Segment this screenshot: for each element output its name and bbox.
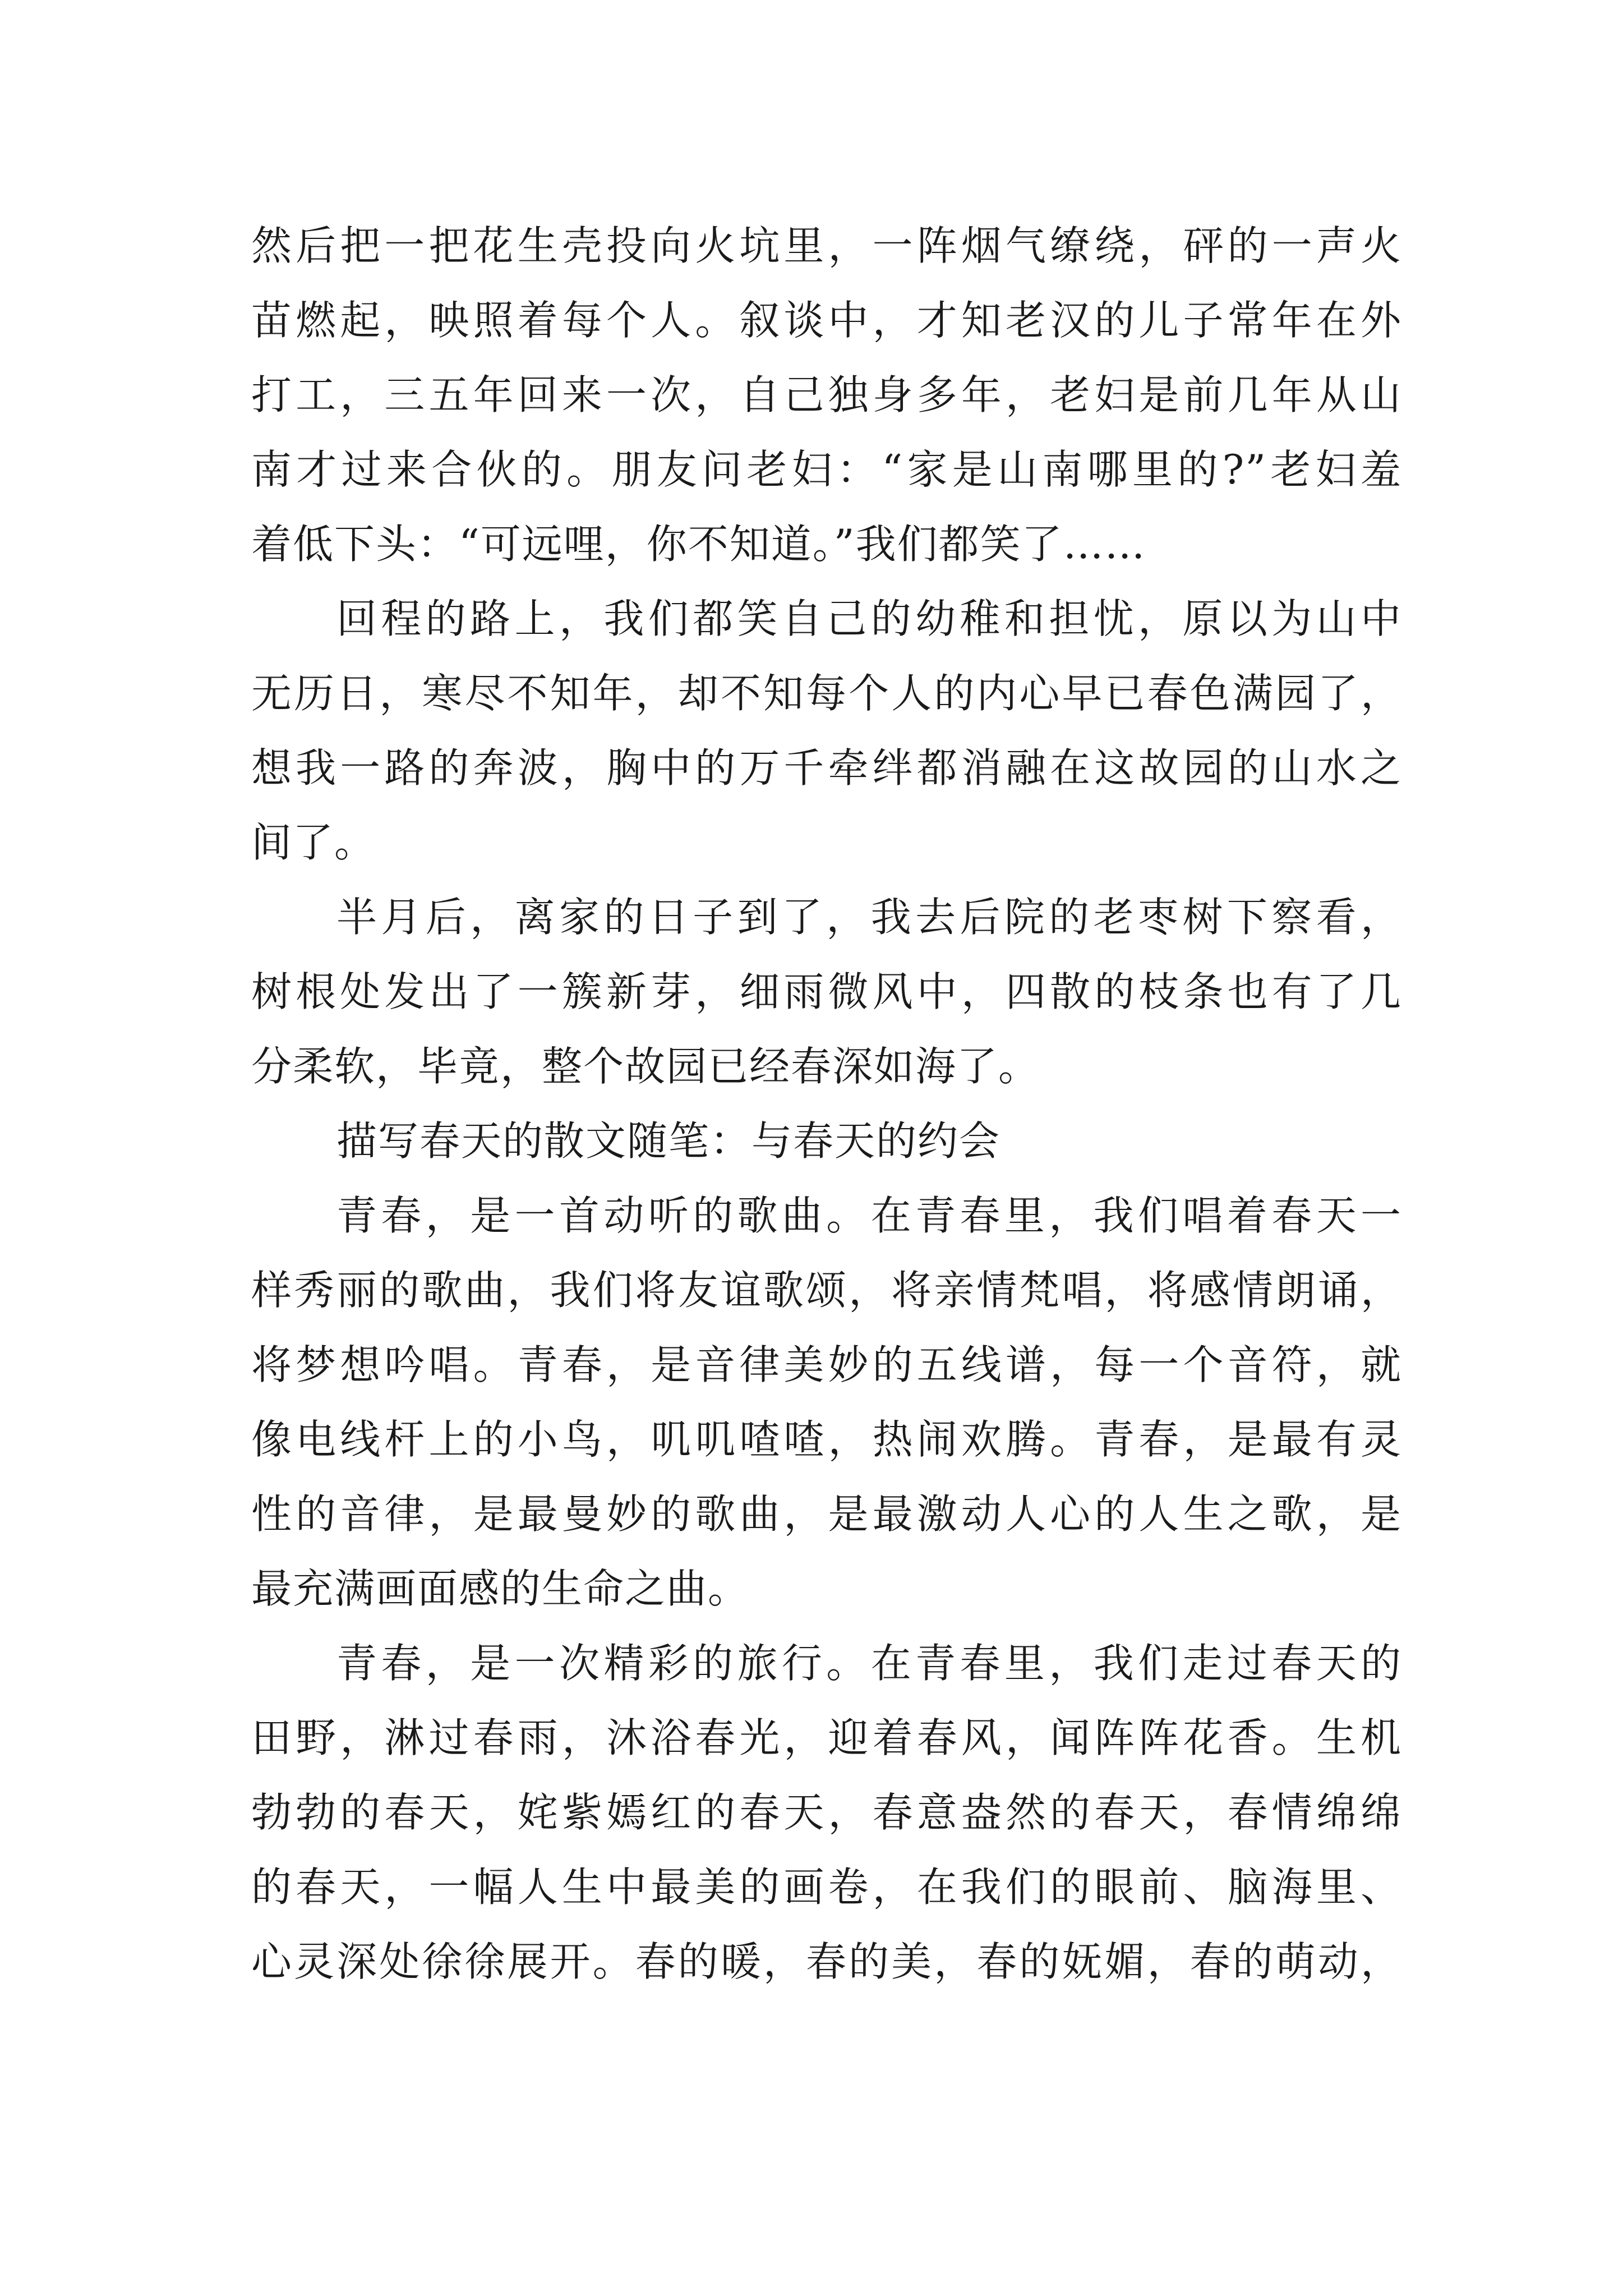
text-line: 打工，三五年回来一次，自己独身多年，老妇是前几年从山 — [251, 371, 1402, 418]
text-line: 树根处发出了一簇新芽，细雨微风中，四散的枝条也有了几 — [251, 968, 1402, 1015]
text-line: 南才过来合伙的。朋友问老妇：“家是山南哪里的?”老妇羞 — [251, 446, 1402, 493]
document-body — [251, 209, 1402, 1999]
paragraph — [251, 209, 1402, 582]
text-line: 性的音律，是最曼妙的歌曲，是最激动人心的人生之歌，是 — [251, 1490, 1402, 1538]
text-line: 半月后，离家的日子到了，我去后院的老枣树下察看， — [336, 894, 1402, 941]
text-line: 苗燃起，映照着每个人。叙谈中，才知老汉的儿子常年在外 — [251, 297, 1402, 344]
text-line: 分柔软，毕竟，整个故园已经春深如海了。 — [251, 1043, 1040, 1090]
text-line: 样秀丽的歌曲，我们将友谊歌颂，将亲情梵唱，将感情朗诵， — [251, 1267, 1402, 1314]
text-line: 心灵深处徐徐展开。春的暖，春的美，春的妩媚，春的萌动， — [251, 1938, 1402, 1985]
text-line: 然后把一把花生壳投向火坑里，一阵烟气缭绕，砰的一声火 — [251, 222, 1402, 269]
paragraph — [251, 880, 1402, 1104]
text-line: 想我一路的奔波，胸中的万千牵绊都消融在这故园的山水之 — [251, 744, 1402, 792]
text-line: 田野，淋过春雨，沐浴春光，迎着春风，闻阵阵花香。生机 — [251, 1714, 1402, 1761]
text-line: 青春，是一首动听的歌曲。在青春里，我们唱着春天一 — [336, 1192, 1402, 1239]
text-line: 回程的路上，我们都笑自己的幼稚和担忧，原以为山中 — [336, 595, 1402, 642]
text-line: 青春，是一次精彩的旅行。在青春里，我们走过春天的 — [336, 1640, 1402, 1687]
text-line: 间了。 — [251, 819, 376, 866]
text-line: 无历日，寒尽不知年，却不知每个人的内心早已春色满园了， — [251, 670, 1402, 717]
paragraph — [251, 1626, 1402, 1999]
text-line: 描写春天的散文随笔：与春天的约会 — [336, 1117, 1001, 1165]
text-line: 的春天，一幅人生中最美的画卷，在我们的眼前、脑海里、 — [251, 1864, 1402, 1911]
section-heading — [251, 1104, 1402, 1179]
paragraph — [251, 1179, 1402, 1626]
text-line: 勃勃的春天，姹紫嫣红的春天，春意盎然的春天，春情绵绵 — [251, 1789, 1402, 1836]
text-line: 将梦想吟唱。青春，是音律美妙的五线谱，每一个音符，就 — [251, 1341, 1402, 1388]
text-line: 最充满画面感的生命之曲。 — [251, 1565, 750, 1612]
text-line: 像电线杆上的小鸟，叽叽喳喳，热闹欢腾。青春，是最有灵 — [251, 1416, 1402, 1463]
paragraph — [251, 582, 1402, 880]
text-line: 着低下头：“可远哩，你不知道。”我们都笑了…… — [251, 521, 1146, 568]
